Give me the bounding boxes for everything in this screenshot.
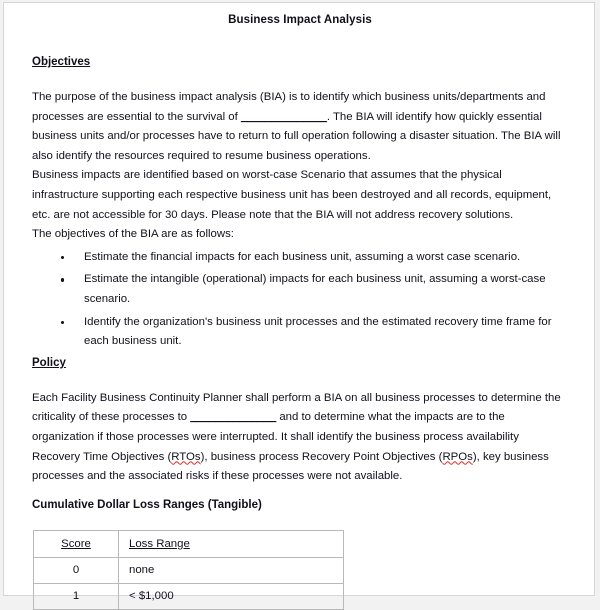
policy-paragraph-text-2: and to determine what the impacts are to the organization if those processes were interrupted. It shall identify the business process availability Recovery Time Objectives ( [32, 411, 519, 463]
objectives-bullet-list [32, 248, 568, 352]
list-item-text: Estimate the intangible (operational) impacts for each business unit, assuming a worst-case scenario. [84, 273, 546, 305]
fill-in-blank-2: ______________ [190, 411, 277, 424]
bullet-dot-icon [61, 321, 64, 324]
table-row [34, 557, 344, 583]
objectives-list-intro: The objectives of the BIA are as follows: [32, 228, 234, 241]
section-heading-objectives: Objectives [32, 56, 91, 68]
policy-paragraph-text-1: Each Facility Business Continuity Planner shall perform a BIA on all business processes to determine the criticality of these processes to [32, 391, 561, 424]
spellcheck-flagged-word-rpos: RPOs [442, 450, 473, 463]
section-heading-policy: Policy [32, 356, 66, 369]
policy-heading-row [32, 353, 568, 371]
policy-paragraph-text-4: ), key business processes and the associated risks if these processes were not available. [32, 450, 549, 483]
bullet-dot-icon [61, 256, 64, 259]
table-cell-loss-range: < $1,000 [119, 583, 344, 609]
table-cell-score: 1 [34, 583, 119, 609]
spacer [32, 487, 568, 497]
objectives-paragraph-1 [32, 88, 568, 166]
list-item-text: Estimate the financial impacts for each business unit, assuming a worst case scenario. [84, 250, 521, 263]
table-header-cell-score [34, 530, 119, 557]
objectives-paragraph-1-text-before-blank: The purpose of the business impact analysis (BIA) is to identify which business units/departments and processes are essential to the survival of [32, 91, 546, 123]
spacer [32, 70, 568, 88]
bullet-dot-icon [61, 278, 64, 281]
column-header-label: Loss Range [129, 537, 190, 550]
document-page [3, 2, 595, 603]
list-item [32, 248, 568, 268]
policy-paragraph [32, 389, 568, 487]
loss-ranges-table-wrapper [32, 530, 568, 610]
column-header-label: Score [61, 537, 91, 550]
document-body [4, 3, 594, 610]
objectives-paragraph-2: Business impacts are identified based on worst-case Scenario that assumes that the physical infrastructure supporting each respective business unit has been destroyed and all records, equipment, etc. are not accessible for 30 days. Please note that the BIA will not address recovery solutions. [32, 169, 552, 221]
document-title: Business Impact Analysis [228, 14, 372, 26]
table-header-cell-loss-range [119, 530, 344, 557]
spacer [32, 371, 568, 389]
spellcheck-flagged-word-rtos: RTOs [171, 450, 201, 463]
table-cell-score: 0 [34, 557, 119, 583]
table-header-row [34, 530, 344, 557]
list-item-text: Identify the organization's business unit processes and the estimated recovery time frame for each business unit. [84, 315, 552, 348]
list-item [32, 313, 568, 352]
policy-paragraph-text-3: ), business process Recovery Point Objectives ( [200, 450, 443, 463]
fill-in-blank-1: ______________ [240, 110, 327, 123]
table-row [34, 583, 344, 609]
table-cell-loss-range: none [119, 557, 344, 583]
objectives-paragraph-1-text-after-blank: . The BIA will identify how quickly essential business units and/or processes have to return to full operation following a disaster situation. The BIA will also identify the resources required to resume business operations. [32, 110, 561, 162]
loss-ranges-table [33, 530, 344, 610]
subheading-loss-ranges: Cumulative Dollar Loss Ranges (Tangible) [32, 498, 262, 511]
list-item [32, 270, 568, 309]
objectives-heading-row [32, 52, 568, 70]
